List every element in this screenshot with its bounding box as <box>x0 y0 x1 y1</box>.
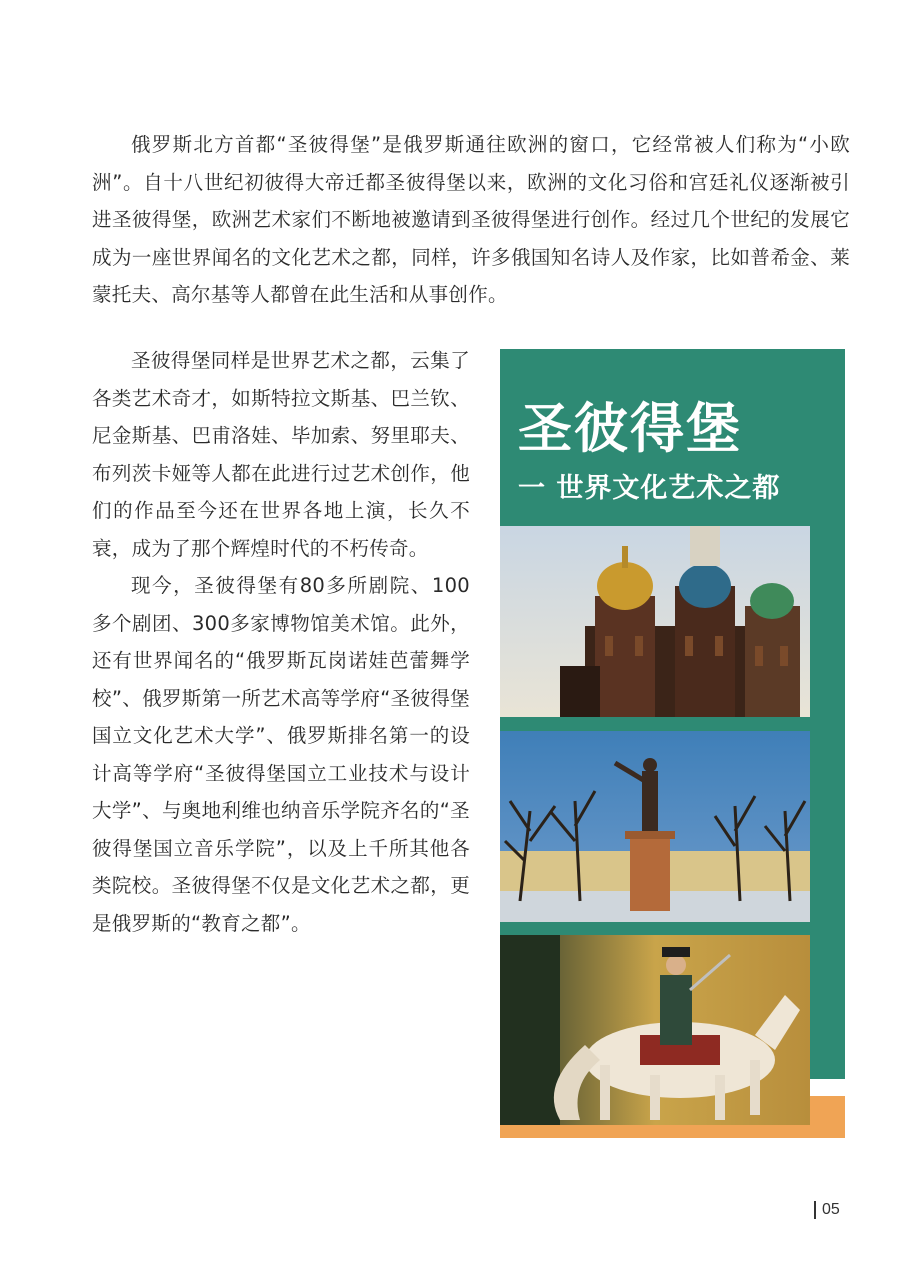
column-paragraph-artists: 圣彼得堡同样是世界艺术之都，云集了各类艺术奇才，如斯特拉文斯基、巴兰钦、尼金斯基、巴甫洛娃、毕加索、努里耶夫、布列茨卡娅等人都在此进行过艺术创作，他们的作品至今还在世界各地上演，长久不衰，成为了那个辉煌时代的不朽传奇。 <box>92 349 470 560</box>
left-column <box>92 342 470 942</box>
cathedral-photo <box>500 526 810 717</box>
panel-title: 圣彼得堡 <box>518 397 742 460</box>
panel-subtitle: 一 世界文化艺术之都 <box>518 473 781 504</box>
intro-paragraph: 俄罗斯北方首都“圣彼得堡”是俄罗斯通往欧洲的窗口，它经常被人们称为“小欧洲”。自十八世纪初彼得大帝迁都圣彼得堡以来，欧洲的文化习俗和宫廷礼仪逐渐被引进圣彼得堡，欧洲艺术家们不断地被邀请到圣彼得堡进行创作。经过几个世纪的发展它成为一座世界闻名的文化艺术之都，同样，许多俄国知名诗人及作家，比如普希金、莱蒙托夫、高尔基等人都曾在此生活和从事创作。 <box>92 133 850 306</box>
page-number: 05 <box>814 1201 840 1219</box>
column-paragraph-education: 现今，圣彼得堡有80多所剧院、100多个剧团、300多家博物馆美术馆。此外，还有世界闻名的“俄罗斯瓦岗诺娃芭蕾舞学校”、俄罗斯第一所艺术高等学府“圣彼得堡国立文化艺术大学”、俄罗斯排名第一的设计高等学府“圣彼得堡国立工业技术与设计大学”、与奥地利维也纳音乐学院齐名的“圣彼得堡国立音乐学院”，以及上千所其他各类院校。圣彼得堡不仅是文化艺术之都，更是俄罗斯的“教育之都”。 <box>92 574 470 935</box>
statue-photo <box>500 731 810 922</box>
equestrian-painting-photo <box>500 935 810 1125</box>
